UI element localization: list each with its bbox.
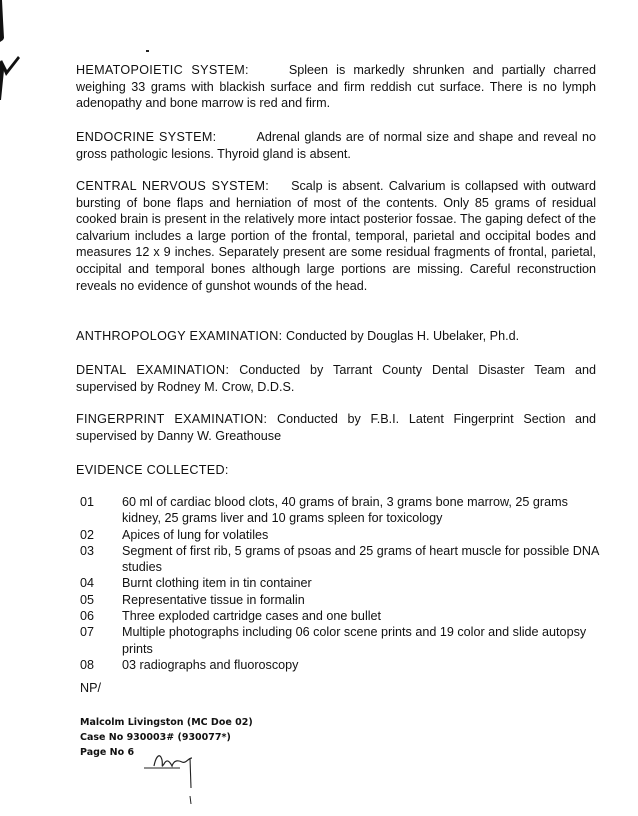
evidence-text: Segment of first rib, 5 grams of psoas and 25 grams of heart muscle for possible DNA studies: [122, 543, 599, 575]
footer-case-number: Case No 930003# (930077*): [80, 732, 231, 743]
fingerprint-section: [76, 411, 596, 444]
footer-name: Malcolm Livingston (MC Doe 02): [80, 717, 253, 728]
cns-text: outward bursting of bone flaps and herniation of most of the contents. Only 85 grams of residual cooked brain is present in the relatively more intact posterior fossae. The gaping defect of the calvarium includes a large portion of the frontal, temporal, parietal and occipital bodes and measures 12 x 9 inches. Separately present are some residual fragments of frontal, parietal, occipital and temporal bones although large portions are missing. Careful reconstruction reveals no evidence of gunshot wounds of the head.: [76, 179, 597, 293]
footer-page-number: Page No 6: [80, 747, 135, 758]
evidence-item: [80, 543, 600, 576]
evidence-item: [80, 657, 600, 673]
fingerprint-heading: FINGERPRINT EXAMINATION:: [76, 412, 268, 426]
cns-section: [76, 178, 596, 294]
evidence-number: 01: [80, 495, 95, 509]
evidence-text: Apices of lung for volatiles: [122, 527, 269, 542]
hematopoietic-text: charred weighing 33 grams with blackish surface and firm reddish cut surface. There is no lymph adenopathy and bone marrow is red and firm.: [76, 63, 597, 111]
evidence-item: [80, 624, 600, 657]
dental-heading: DENTAL EXAMINATION:: [76, 363, 230, 377]
evidence-number: 04: [80, 576, 95, 591]
anthropology-section: [76, 328, 596, 345]
hematopoietic-section: [76, 62, 596, 112]
evidence-list: [80, 494, 600, 673]
evidence-item: [80, 592, 600, 608]
evidence-text: 03 radiographs and fluoroscopy: [122, 657, 299, 672]
cns-text-line1: Scalp is absent. Calvarium is collapsed with: [291, 179, 546, 193]
hematopoietic-text-line1: Spleen is markedly shrunken and partially: [288, 63, 546, 77]
evidence-heading: EVIDENCE COLLECTED:: [76, 463, 229, 477]
evidence-item: [80, 575, 600, 591]
endocrine-text: reveal no gross pathologic lesions. Thyroid gland is absent.: [76, 130, 597, 161]
evidence-number: 07: [80, 625, 95, 640]
evidence-item: [80, 527, 600, 543]
endocrine-section: [76, 129, 596, 162]
evidence-text: Three exploded cartridge cases and one bullet: [122, 609, 382, 624]
speck: [146, 50, 149, 52]
evidence-number: 03: [80, 543, 95, 558]
evidence-text: Multiple photographs including 06 color scene prints and 19 color and slide autopsy prints: [122, 625, 587, 656]
anthropology-heading: ANTHROPOLOGY EXAMINATION:: [76, 329, 283, 343]
np-initials: NP/: [80, 681, 101, 695]
dental-section: [76, 362, 596, 395]
hematopoietic-heading: HEMATOPOIETIC SYSTEM:: [76, 63, 249, 77]
evidence-number: 06: [80, 609, 95, 624]
evidence-item: [80, 608, 600, 624]
evidence-text: Representative tissue in formalin: [122, 592, 305, 607]
handwritten-signature: [140, 742, 210, 806]
anthropology-text: Conducted by Douglas H. Ubelaker, Ph.d.: [285, 329, 520, 343]
dental-text: Conducted by Tarrant County Dental Disaster Team and supervised by Rodney M. Crow, D.D.S.: [76, 363, 596, 394]
endocrine-text-line1: Adrenal glands are of normal size and shape and: [256, 130, 539, 144]
cns-heading: CENTRAL NERVOUS SYSTEM:: [76, 179, 270, 193]
evidence-text: Burnt clothing item in tin container: [122, 576, 312, 591]
endocrine-heading: ENDOCRINE SYSTEM:: [76, 130, 217, 144]
evidence-number: 05: [80, 592, 95, 607]
evidence-text: 60 ml of cardiac blood clots, 40 grams of brain, 3 grams bone marrow, 25 grams kidney, 25 grams liver and 10 grams spleen for toxicology: [122, 495, 568, 526]
evidence-number: 08: [80, 657, 95, 672]
fingerprint-text: Conducted by F.B.I. Latent Fingerprint Section and supervised by Danny W. Greathouse: [76, 412, 596, 443]
evidence-heading-block: [76, 462, 596, 479]
evidence-item: [80, 494, 600, 527]
scan-edge-mark: [0, 0, 20, 110]
evidence-number: 02: [80, 527, 95, 542]
